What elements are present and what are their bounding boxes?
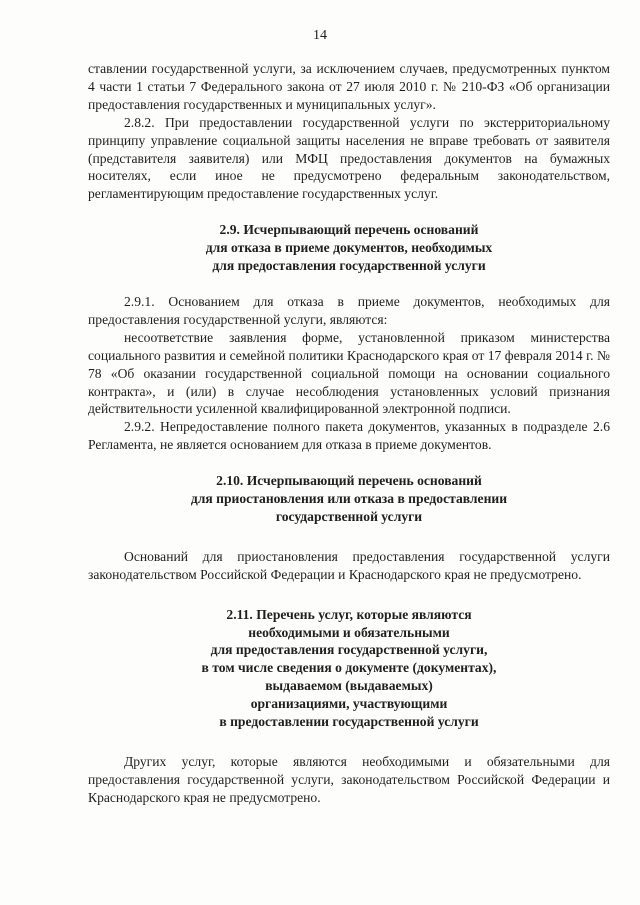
paragraph-2-11: Других услуг, которые являются необходимыми и обязательными для предоставления государственной услуги, законодательством Российской Федерации и Краснодарского края не предусмотрено. [88,754,610,805]
heading-line: в том числе сведения о документе (документах), [201,660,497,676]
heading-line: организациями, участвующими [250,696,448,712]
paragraph-2-8-2: 2.8.2. При предоставлении государственной услуги по экстерриториальному принципу управление социальной защиты населения не вправе требовать от заявителя (представителя заявителя) или МФЦ предоставления документов на бумажных носителях, если иное не предусмотрено федеральным законодательством, регламентирующим предоставление государственных услуг. [88,114,610,202]
heading-line: государственной услуги [275,508,423,524]
paragraph-2-9-2: 2.9.2. Непредоставление полного пакета документов, указанных в подразделе 2.6 Регламента, не является основанием для отказа в приеме документов. [88,419,610,453]
heading-line: для предоставления государственной услуги [212,258,486,274]
paragraph-2-9-1: 2.9.1. Основанием для отказа в приеме документов, необходимых для предоставления государственной услуги, являются: [88,293,610,327]
heading-line: 2.9. Исчерпывающий перечень оснований [219,222,479,238]
heading-line: для предоставления государственной услуги, [210,642,488,658]
section-heading-2-9 [88,221,610,275]
paragraph-continuation: ставлении государственной услуги, за исключением случаев, предусмотренных пунктом 4 части 1 статьи 7 Федерального закона от 27 июля 2010 г. № 210-ФЗ «Об организации предоставления государственных и муниципальных услуг». [88,61,610,112]
heading-line: для отказа в приеме документов, необходимых [205,240,493,256]
section-heading-2-10 [88,472,610,526]
paragraph-2-9-1-item: несоответствие заявления форме, установленной приказом министерства социального развития и семейной политики Краснодарского края от 17 февраля 2014 г. № 78 «Об оказании государственной социальной помощи на основании социального контракта», и (или) в случае несоблюдения установленных условий признания действительности усиленной квалифицированной электронной подписи. [88,329,610,417]
heading-line: для приостановления или отказа в предоставлении [190,491,508,507]
heading-line: 2.11. Перечень услуг, которые являются [226,606,472,622]
heading-line: 2.10. Исчерпывающий перечень оснований [216,473,482,489]
paragraph-2-10: Оснований для приостановления предоставления государственной услуги законодательством Российской Федерации и Краснодарского края не предусмотрено. [88,548,610,582]
heading-line: необходимыми и обязательными [248,624,450,640]
heading-line: в предоставлении государственной услуги [219,714,479,730]
document-body [88,60,610,807]
section-heading-2-11 [88,606,610,731]
heading-line: выдаваемом (выдаваемых) [265,678,433,694]
page-number: 14 [313,28,327,43]
